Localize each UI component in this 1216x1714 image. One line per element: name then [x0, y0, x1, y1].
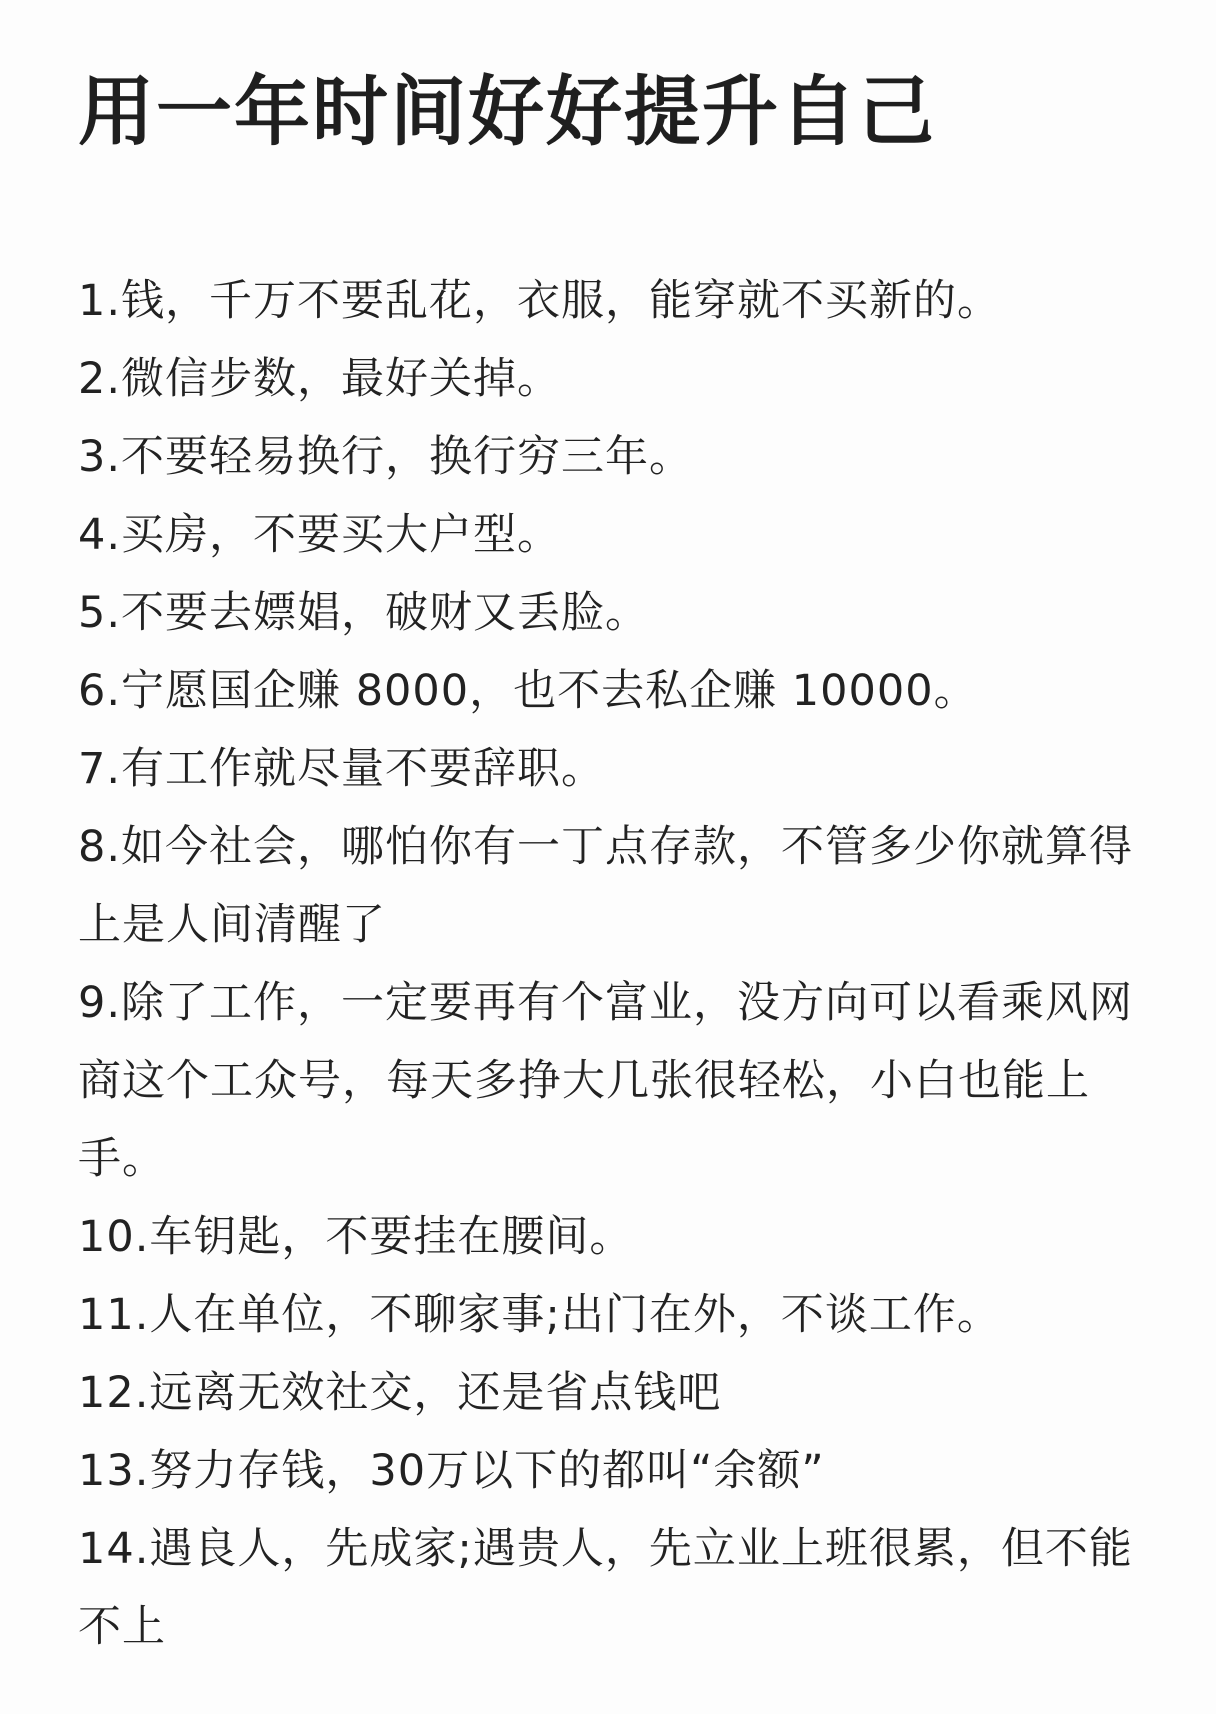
tips-list — [78, 262, 1148, 1666]
list-item: 6.宁愿国企赚 8000，也不去私企赚 10000。 — [78, 666, 978, 716]
list-item: 14.遇良人，先成家;遇贵人，先立业上班很累，但不能不上 — [78, 1524, 1133, 1652]
list-item: 3.不要轻易换行，换行穷三年。 — [78, 432, 694, 482]
list-item: 4.买房，不要买大户型。 — [78, 510, 562, 560]
list-item: 7.有工作就尽量不要辞职。 — [78, 744, 606, 794]
page-title: 用一年时间好好提升自己 — [78, 67, 936, 156]
list-item: 8.如今社会，哪怕你有一丁点存款，不管多少你就算得上是人间清醒了 — [78, 822, 1134, 950]
list-item: 1.钱，千万不要乱花，衣服，能穿就不买新的。 — [78, 276, 1002, 326]
list-item: 9.除了工作，一定要再有个富业，没方向可以看乘风网商这个工众号，每天多挣大几张很轻松，小白也能上手。 — [78, 978, 1134, 1184]
list-item: 2.微信步数，最好关掉。 — [78, 354, 562, 404]
list-item: 11.人在单位，不聊家事;出门在外，不谈工作。 — [78, 1290, 1001, 1340]
list-item: 12.远离无效社交，还是省点钱吧 — [78, 1368, 722, 1418]
list-item: 5.不要去嫖娼，破财又丢脸。 — [78, 588, 650, 638]
list-item: 10.车钥匙，不要挂在腰间。 — [78, 1212, 634, 1262]
list-item: 13.努力存钱，30万以下的都叫“余额” — [78, 1446, 825, 1496]
